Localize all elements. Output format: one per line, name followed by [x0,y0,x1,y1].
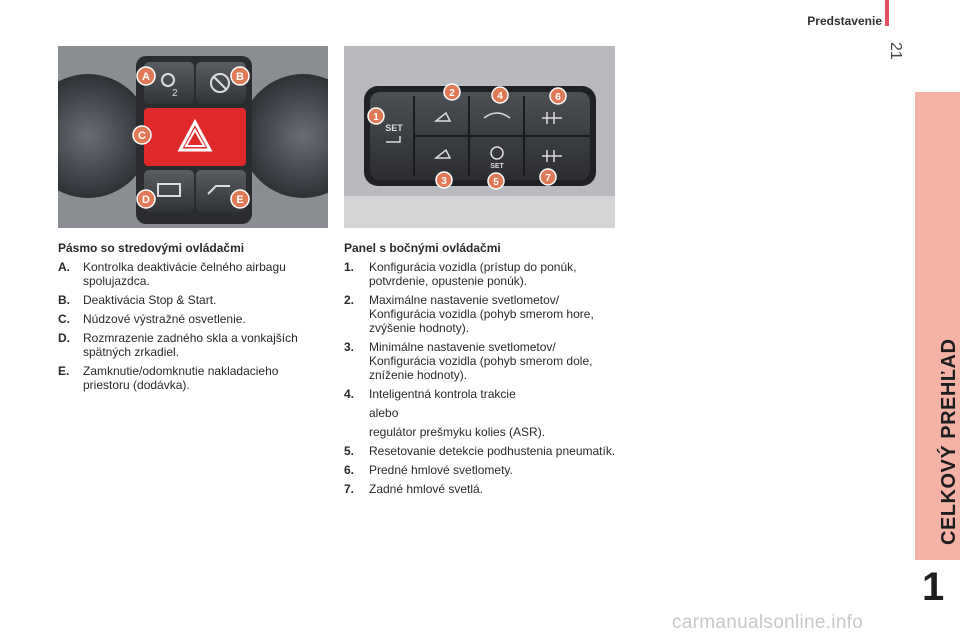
list-item [344,293,616,335]
item-key: 3. [344,340,355,354]
list-item [58,260,323,288]
marker-1 [368,108,384,124]
list-item [344,260,616,288]
list-item [344,482,616,496]
item-text: Rozmrazenie zadného skla a vonkajších spätných zrkadiel. [83,331,298,359]
list-item [58,364,323,392]
svg-text:4: 4 [497,91,503,102]
svg-text:C: C [138,130,146,142]
svg-text:SET: SET [490,163,504,170]
item-key: 5. [344,444,355,458]
center-controls-section [58,241,323,397]
item-text: Núdzové výstražné osvetlenie. [83,312,246,326]
svg-text:6: 6 [555,92,561,103]
item-key: 4. [344,387,355,401]
svg-text:2: 2 [449,88,455,99]
marker-2 [444,84,460,100]
item-key: D. [58,331,70,345]
item-sub-text: regulátor prešmyku kolies (ASR). [369,425,546,439]
list-item [344,463,616,477]
marker-5 [488,173,504,189]
page-number: 21 [887,42,904,60]
marker-c [133,126,151,144]
svg-text:E: E [236,194,244,206]
item-key: 7. [344,482,355,496]
side-panel-photo [344,46,615,228]
marker-d [137,190,155,208]
svg-text:B: B [236,71,244,83]
list-item [58,293,323,307]
item-text: Maximálne nastavenie svetlometov/ Konfigurácia vozidla (pohyb smerom hore, zvýšenie hodnoty). [369,293,594,335]
center-controls-heading: Pásmo so stredovými ovládačmi [58,241,245,255]
marker-b [231,67,249,85]
svg-text:D: D [142,194,150,206]
item-key: C. [58,312,70,326]
item-key: B. [58,293,70,307]
item-text: Kontrolka deaktivácie čelného airbagu spolujazdca. [83,260,286,288]
list-item [344,340,616,382]
svg-text:3: 3 [441,176,447,187]
svg-text:1: 1 [373,112,379,123]
marker-3 [436,172,452,188]
svg-text:2: 2 [172,88,178,99]
list-item [58,331,323,359]
item-text: Deaktivácia Stop & Start. [83,293,217,307]
hazard-button [144,108,246,166]
chapter-label: CELKOVÝ PREHĽAD [938,338,960,545]
svg-text:5: 5 [493,177,499,188]
marker-4 [492,87,508,103]
marker-7 [540,169,556,185]
svg-text:A: A [142,71,150,83]
item-text: Predné hmlové svetlomety. [369,463,513,477]
marker-a [137,67,155,85]
item-text: Inteligentná kontrola trakcie [369,387,516,401]
item-key: 1. [344,260,355,274]
svg-text:SET: SET [385,123,403,133]
item-text: Minimálne nastavenie svetlometov/ Konfigurácia vozidla (pohyb smerom dole, zníženie hodnoty). [369,340,593,382]
chapter-number: 1 [922,565,945,609]
center-console-photo [58,46,328,228]
item-key: A. [58,260,70,274]
list-item [58,312,323,326]
item-text: Konfigurácia vozidla (prístup do ponúk, potvrdenie, opustenie ponúk). [369,260,577,288]
watermark: carmanualsonline.info [672,612,864,633]
item-key: E. [58,364,70,378]
item-text: Zadné hmlové svetlá. [369,482,484,496]
item-key: 2. [344,293,355,307]
item-key: 6. [344,463,355,477]
item-text: Resetovanie detekcie podhustenia pneumatík. [369,444,616,458]
header-accent-bar [885,0,889,26]
item-text: Zamknutie/odomknutie nakladacieho priestoru (dodávka). [83,364,279,392]
svg-text:7: 7 [545,173,551,184]
side-panel-section [344,241,616,501]
marker-e [231,190,249,208]
list-item [344,444,616,458]
list-item [344,387,616,401]
side-panel-heading: Panel s bočnými ovládačmi [344,241,501,255]
page-header-title: Predstavenie [807,14,882,28]
item-sub-text: alebo [369,406,399,420]
marker-6 [550,88,566,104]
